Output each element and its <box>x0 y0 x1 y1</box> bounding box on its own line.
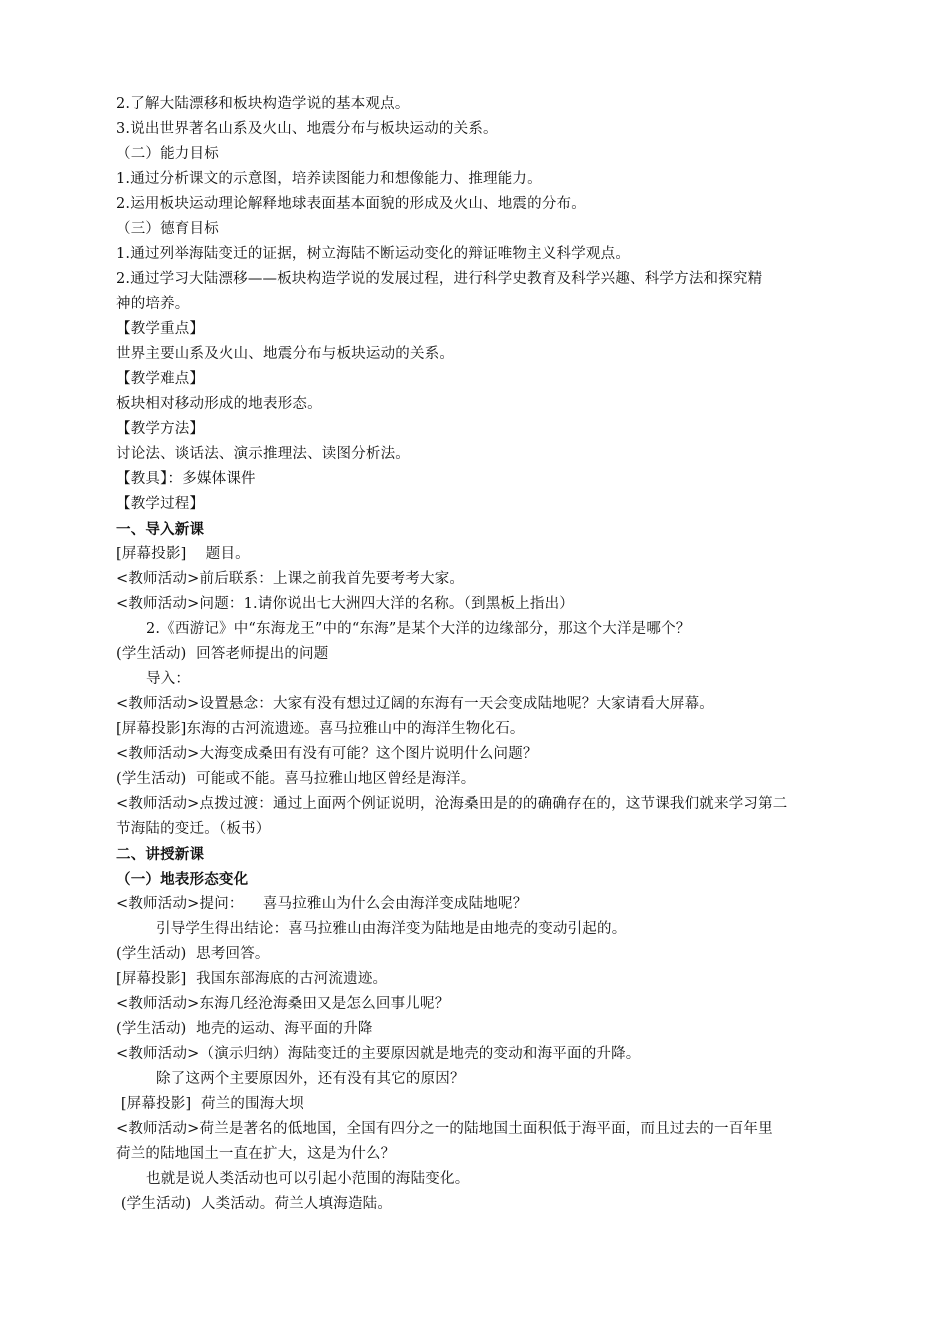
text-line: 节海陆的变迁。（板书） <box>116 821 271 837</box>
text-line: (学生活动) 思考回答。 <box>116 946 270 962</box>
text-line: 2.运用板块运动理论解释地球表面基本面貌的形成及火山、地震的分布。 <box>116 196 586 212</box>
text-line: 板块相对移动形成的地表形态。 <box>116 396 322 412</box>
text-line: 也就是说人类活动也可以引起小范围的海陆变化。 <box>146 1171 470 1187</box>
text-line: <教师活动>提问： 喜马拉雅山为什么会由海洋变成陆地呢？ <box>116 896 528 912</box>
text-line: 神的培养。 <box>116 296 190 312</box>
text-line: 2.《西游记》中“东海龙王”中的“东海”是某个大洋的边缘部分，那这个大洋是哪个？ <box>146 621 691 637</box>
text-line: (学生活动) 人类活动。荷兰人填海造陆。 <box>116 1196 393 1212</box>
section-heading: 二、讲授新课 <box>116 846 205 863</box>
text-line: (学生活动) 地壳的运动、海平面的升降 <box>116 1021 373 1037</box>
text-line: <教师活动>点拨过渡：通过上面两个例证说明，沧海桑田是的的确确存在的，这节课我们就来学习第二 <box>116 796 788 812</box>
text-line: <教师活动>前后联系：上课之前我首先要考考大家。 <box>116 571 465 587</box>
text-line: [屏幕投影]东海的古河流遗迹。喜马拉雅山中的海洋生物化石。 <box>116 721 525 737</box>
text-line: 【教学重点】 <box>116 321 205 337</box>
text-line: 【教学过程】 <box>116 496 205 512</box>
text-line: [屏幕投影] 荷兰的围海大坝 <box>116 1096 304 1112</box>
text-line: <教师活动>（演示归纳）海陆变迁的主要原因就是地壳的变动和海平面的升降。 <box>116 1046 641 1062</box>
text-line: <教师活动>东海几经沧海桑田又是怎么回事儿呢？ <box>116 996 450 1012</box>
text-line: （二）能力目标 <box>116 146 219 162</box>
text-line: 2.通过学习大陆漂移——板块构造学说的发展过程，进行科学史教育及科学兴趣、科学方法和探究精 <box>116 271 763 287</box>
section-heading: 一、导入新课 <box>116 521 205 538</box>
text-line: 导入： <box>146 671 191 687</box>
text-line: 3.说出世界著名山系及火山、地震分布与板块运动的关系。 <box>116 121 498 137</box>
text-line: <教师活动>大海变成桑田有没有可能？这个图片说明什么问题？ <box>116 746 538 762</box>
text-line: <教师活动>荷兰是著名的低地国，全国有四分之一的陆地国土面积低于海平面，而且过去的一百年里 <box>116 1121 773 1137</box>
text-line: 2.了解大陆漂移和板块构造学说的基本观点。 <box>116 96 410 112</box>
text-line: 【教具】：多媒体课件 <box>116 471 256 487</box>
text-line: 世界主要山系及火山、地震分布与板块运动的关系。 <box>116 346 455 362</box>
text-line: 【教学难点】 <box>116 371 205 387</box>
text-line: [屏幕投影] 题目。 <box>116 546 250 562</box>
text-line: 讨论法、谈话法、演示推理法、读图分析法。 <box>116 446 410 462</box>
text-line: 除了这两个主要原因外，还有没有其它的原因？ <box>156 1071 465 1087</box>
document-body <box>116 92 852 1217</box>
text-line: （三）德育目标 <box>116 221 219 237</box>
text-line: <教师活动>问题：1.请你说出七大洲四大洋的名称。（到黑板上指出） <box>116 596 574 612</box>
text-line: 1.通过分析课文的示意图，培养读图能力和想像能力、推理能力。 <box>116 171 542 187</box>
text-line: (学生活动) 回答老师提出的问题 <box>116 646 329 662</box>
text-line: [屏幕投影] 我国东部海底的古河流遗迹。 <box>116 971 388 987</box>
text-line: 荷兰的陆地国土一直在扩大，这是为什么？ <box>116 1146 396 1162</box>
text-line: 1.通过列举海陆变迁的证据，树立海陆不断运动变化的辩证唯物主义科学观点。 <box>116 246 631 262</box>
text-line: 【教学方法】 <box>116 421 205 437</box>
text-line: <教师活动>设置悬念：大家有没有想过辽阔的东海有一天会变成陆地呢？大家请看大屏幕。 <box>116 696 714 712</box>
section-heading: （一）地表形态变化 <box>116 871 249 888</box>
text-line: 引导学生得出结论：喜马拉雅山由海洋变为陆地是由地壳的变动引起的。 <box>156 921 627 937</box>
text-line: (学生活动) 可能或不能。喜马拉雅山地区曾经是海洋。 <box>116 771 476 787</box>
